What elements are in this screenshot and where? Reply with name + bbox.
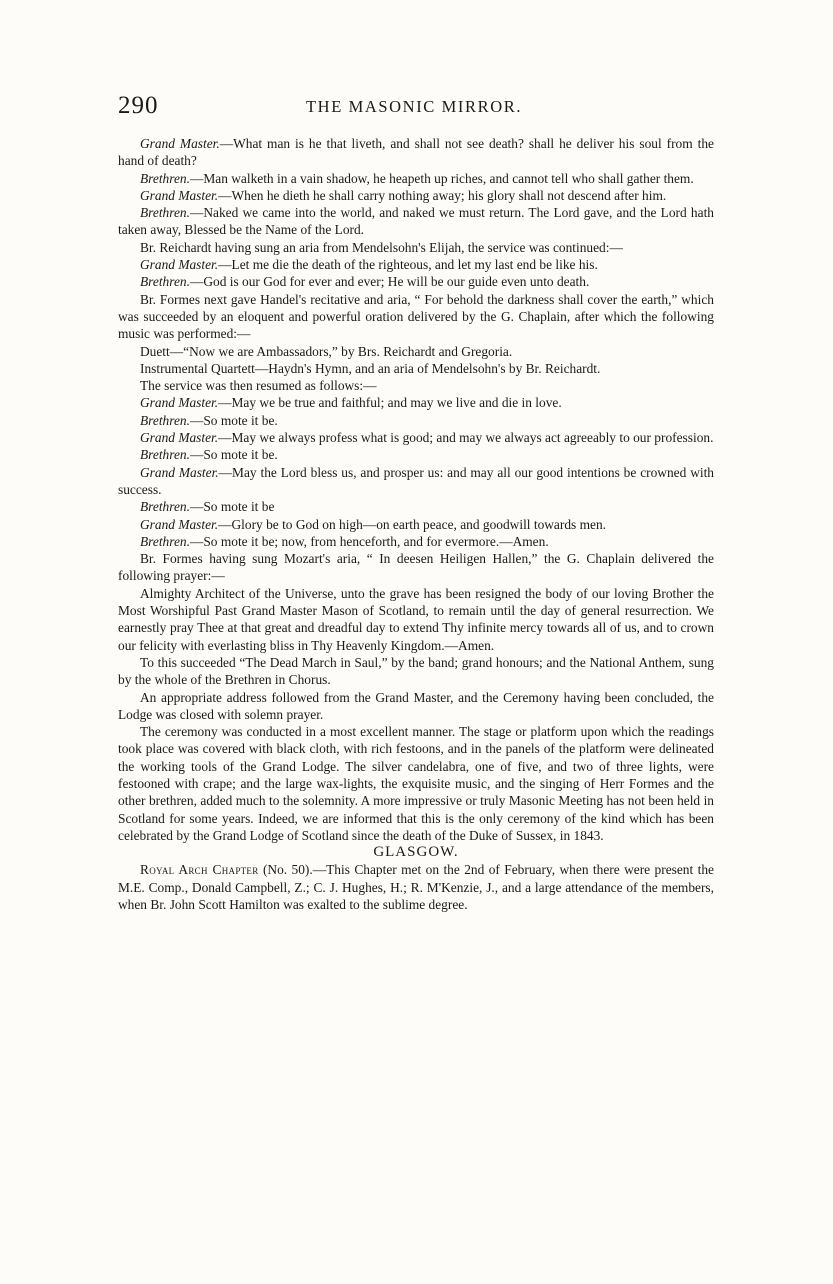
paragraph [118, 377, 714, 394]
paragraph-text: —Naked we came into the world, and naked we must return. The Lord gave, and the Lord hath taken away, Blessed be the Name of the Lord. [118, 205, 714, 238]
paragraph [118, 394, 714, 411]
speaker-label: Brethren. [140, 412, 190, 428]
paragraph-text: —God is our God for ever and ever; He will be our guide even unto death. [189, 274, 590, 290]
speaker-label: Grand Master. [140, 257, 219, 273]
speaker-label: Grand Master. [140, 430, 219, 446]
paragraph-text: —So mote it be. [189, 412, 278, 428]
speaker-label: Grand Master. [140, 464, 219, 480]
paragraph-text: Br. Reichardt having sung an aria from Mendelsohn's Elijah, the service was continued:— [140, 239, 623, 255]
paragraph-text: To this succeeded “The Dead March in Saul,” by the band; grand honours; and the National Anthem, sung by the whole of the Brethren in Chorus. [118, 654, 714, 688]
speaker-label: Brethren. [140, 533, 190, 549]
paragraph [118, 187, 714, 204]
speaker-label: Grand Master. [140, 187, 219, 203]
paragraph-text: Duett—“Now we are Ambassadors,” by Brs. Reichardt and Gregoria. [140, 343, 513, 359]
paragraph-text: Instrumental Quartett—Haydn's Hymn, and an aria of Mendelsohn's by Br. Reichardt. [140, 360, 601, 376]
paragraph [118, 170, 714, 187]
paragraph [118, 464, 714, 499]
paragraph [118, 343, 714, 360]
paragraph [118, 585, 714, 654]
paragraph [118, 412, 714, 429]
running-title: THE MASONIC MIRROR. [306, 97, 523, 116]
paragraph [118, 550, 714, 585]
paragraph-text: The ceremony was conducted in a most excellent manner. The stage or platform upon which the readings took place was covered with black cloth, with rich festoons, and in the panels of the platform were delineated the working tools of the Grand Lodge. The silver candelabra, one of five, and two of three lights, were festooned with crape; and the large wax-lights, the exquisite music, and the singing of Herr Formes and the other brethren, added much to the solemnity. A more impressive or truly Masonic Meeting has not been held in Scotland for some years. Indeed, we are informed that this is the only ceremony of the kind which has been celebrated by the Grand Lodge of Scotland since the death of the Duke of Sussex, in 1843. [118, 724, 714, 843]
page-header [118, 92, 718, 122]
paragraph [118, 429, 714, 446]
article-body [118, 135, 714, 913]
speaker-label: Grand Master. [140, 395, 219, 411]
paragraph-text: —Let me die the death of the righteous, and let my last end be like his. [218, 257, 598, 273]
paragraph [118, 723, 714, 844]
paragraph-text: —So mote it be. [189, 447, 278, 463]
paragraph [118, 239, 714, 256]
paragraph [118, 291, 714, 343]
paragraph-text: —Man walketh in a vain shadow, he heapeth up riches, and cannot tell who shall gather them. [189, 170, 694, 186]
paragraph [118, 135, 714, 170]
paragraph-text: —What man is he that liveth, and shall not see death? shall he deliver his soul from the hand of death? [118, 136, 714, 169]
paragraph-text: —May we always profess what is good; and may we always act agreeably to our profession. [218, 430, 714, 446]
paragraph-text: —When he dieth he shall carry nothing away; his glory shall not descend after him. [218, 187, 667, 203]
speaker-label: Brethren. [140, 170, 190, 186]
paragraph [118, 204, 714, 239]
paragraph-text: Br. Formes next gave Handel's recitative and aria, “ For behold the darkness shall cover the earth,” which was succeeded by an eloquent and powerful oration delivered by the G. Chaplain, after which the following music was performed:— [118, 291, 714, 342]
paragraph-text: —So mote it be; now, from henceforth, and for evermore.—Amen. [189, 533, 549, 549]
paragraph-list [118, 135, 714, 844]
paragraph-text: An appropriate address followed from the Grand Master, and the Ceremony having been concluded, the Lodge was closed with solemn prayer. [118, 689, 714, 722]
speaker-label: Brethren. [140, 499, 190, 515]
speaker-label: Brethren. [140, 205, 190, 221]
section-heading: GLASGOW. [373, 844, 459, 861]
paragraph [118, 654, 714, 689]
paragraph-text: Almighty Architect of the Universe, unto the grave has been resigned the body of our loving Brother the Most Worshipful Past Grand Master Mason of Scotland, to remain until the day of general resurrection. We earnestly pray Thee at that great and dreadful day to extend Thy infinite mercy towards all of us, and to crown our felicity with everlasting bliss in Thy Heavenly Kingdom.—Amen. [118, 585, 714, 653]
paragraph [118, 498, 714, 515]
paragraph [118, 689, 714, 724]
paragraph-text: The service was then resumed as follows:— [140, 378, 377, 394]
section-paragraph [118, 861, 714, 913]
paragraph-text: —So mote it be [189, 499, 275, 515]
paragraph-text: —May we be true and faithful; and may we live and die in love. [218, 395, 562, 411]
paragraph [118, 516, 714, 533]
paragraph-text: Br. Formes having sung Mozart's aria, “ In deesen Heiligen Hallen,” the G. Chaplain delivered the following prayer:— [118, 551, 714, 584]
page-number: 290 [118, 92, 159, 119]
paragraph [118, 256, 714, 273]
section-text: (No. 50).—This Chapter met on the 2nd of February, when there were present the M.E. Comp., Donald Campbell, Z.; C. J. Hughes, H.; R. M'Kenzie, J., and a large attendance of the members, when Br. John Scott Hamilton was exalted to the sublime degree. [118, 862, 714, 913]
paragraph [118, 533, 714, 550]
section-lead: Royal Arch Chapter [140, 862, 259, 878]
paragraph-text: —Glory be to God on high—on earth peace, and goodwill towards men. [218, 516, 606, 532]
speaker-label: Brethren. [140, 274, 190, 290]
paragraph [118, 273, 714, 290]
paragraph-text: —May the Lord bless us, and prosper us: and may all our good intentions be crowned with success. [118, 464, 714, 497]
speaker-label: Grand Master. [140, 136, 220, 151]
paragraph [118, 360, 714, 377]
speaker-label: Grand Master. [140, 516, 219, 532]
paragraph [118, 446, 714, 463]
speaker-label: Brethren. [140, 447, 190, 463]
